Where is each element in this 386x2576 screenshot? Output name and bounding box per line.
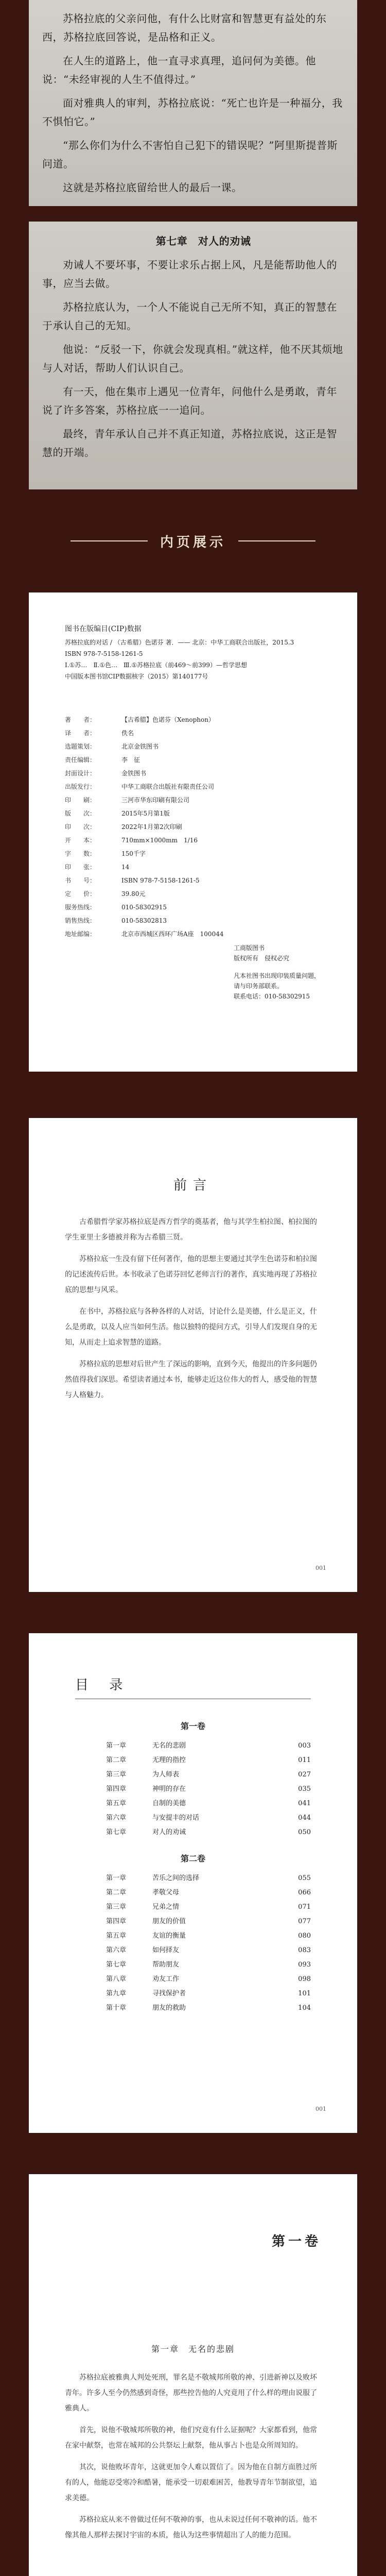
cip-key: 封面设计：: [65, 770, 96, 777]
toc-entry: 第四章 神明的存在 035: [106, 1785, 311, 1793]
volume-title: 第一卷: [271, 2234, 321, 2249]
chapter-title: 第七章 对人的劝诫: [155, 235, 251, 247]
side-line: 联系电话：010-58302915: [234, 993, 310, 1000]
copyright-page: [29, 592, 357, 1072]
cip-grid: [65, 713, 321, 941]
chapter-paragraph: 其次，说他败坏青年，这就更加令人难以置信了。因为他在自制方面胜过所有的人，他能忍受寒冷和酷暑，能承受一切艰难困苦，他教导青年节制欲望，追求美德。: [65, 2463, 317, 2502]
toc-entry: 第一章 无名的悲剧 003: [106, 1742, 311, 1750]
cip-row: [65, 887, 321, 901]
chapter-page: [29, 2174, 357, 2576]
cip-row: [65, 807, 321, 820]
cip-key: 版 次：: [65, 810, 96, 817]
photo-paragraph: 在人生的道路上，他一直寻求真理，追问何为美德。他说：“未经审视的人生不值得过。”: [42, 55, 316, 86]
cip-key: 选题策划：: [65, 743, 96, 750]
cip-value: 39.80元: [121, 890, 146, 897]
toc-volume-heading: 第二卷: [180, 1854, 205, 1863]
cip-row: [65, 834, 321, 847]
cip-side-notice: [234, 943, 321, 1002]
cip-line: ISBN 978-7-5158-1261-5: [65, 650, 143, 657]
chapter-paragraph: 苏格拉底被雅典人判处死刑，罪名是不敬城邦所敬的神、引进新神以及败坏青年。许多人至今仍然感到奇怪，那些控告他的人究竟用了什么样的理由说服了雅典人。: [65, 2374, 317, 2413]
cip-key: 印 刷：: [65, 796, 96, 804]
photo-paragraph: 苏格拉底认为，一个人不能说自己无所不知，真正的智慧在于承认自己的无知。: [42, 301, 337, 332]
toc-entry: 第七章 帮助朋友 093: [106, 1961, 311, 1969]
photo-paragraph: 这就是苏格拉底留给世人的最后一课。: [63, 181, 242, 194]
cip-value: 北京市西城区西环广场A座 100044: [121, 930, 224, 938]
cip-row: [65, 713, 321, 726]
photo-paragraph: 面对雅典人的审判，苏格拉底说：“死亡也许是一种福分，我不惧怕它。”: [42, 97, 343, 128]
toc-entry: 第二章 无理的指控 011: [106, 1756, 311, 1764]
photo-paragraph: “那么你们为什么不害怕自己犯下的错误呢？”阿里斯提普斯问道。: [42, 139, 338, 170]
toc-entry: 第四章 朋友的价值 077: [106, 1918, 311, 1925]
side-line: 凡本社图书出现印装质量问题，: [234, 972, 321, 979]
preface-paragraph: 古希腊哲学家苏格拉底是西方哲学的奠基者，他与其学生柏拉图、柏拉图的学生亚里士多德被并称为古希腊三贤。: [65, 1218, 317, 1242]
preface-title: 前言: [173, 1178, 213, 1193]
photo-paragraph: 他说：“反驳一下，你就会发现真相。”就这样，他不厌其烦地与人对话，帮助人们认识自己。: [42, 343, 343, 374]
cip-key: 著 者：: [65, 716, 96, 723]
cip-key: 开 本：: [65, 837, 96, 844]
page-photo-top: [29, 0, 357, 206]
cip-key: 责任编辑：: [65, 756, 96, 764]
toc-entry: 第五章 友谊的衡量 080: [106, 1932, 311, 1940]
cip-key: 字 数：: [65, 850, 96, 857]
cip-row: [65, 901, 321, 914]
cip-value: 010-58302813: [121, 917, 167, 924]
photo-paragraph: 最终，青年承认自己并不真正知道，苏格拉底说，这正是智慧的开端。: [42, 428, 337, 459]
toc-title: 目 录: [75, 1677, 131, 1693]
cip-key: 印 次：: [65, 823, 96, 831]
cip-title: 图书在版编目(CIP)数据: [65, 625, 142, 633]
cip-row: [65, 780, 321, 793]
toc-entry: 第八章 劝友工作 098: [106, 1975, 311, 1983]
page-number: 001: [315, 1565, 326, 1571]
side-line: 工商版图书: [234, 944, 265, 952]
cip-line: Ⅰ.①苏… Ⅱ.①色… Ⅲ.①苏格拉底（前469～前399）—哲学思想: [65, 662, 247, 669]
chapter-paragraph: 苏格拉底从来不曾做过任何不敬神的事，也从未说过任何不敬神的话。他不像其他人那样去探讨宇宙的本质，他认为这些事情超出了人的能力范围。: [65, 2516, 317, 2539]
cip-row: [65, 740, 321, 753]
cip-value: 中华工商联合出版社有限责任公司: [121, 783, 215, 790]
cip-value: 佚名: [121, 730, 134, 737]
cip-key: 出版发行：: [65, 783, 96, 790]
photo-paragraph: 劝诫人不要坏事，不要让求乐占据上风，凡是能帮助他人的事，应当去做。: [42, 259, 337, 290]
cip-key: 销售热线：: [65, 917, 96, 924]
section-banner: [0, 520, 386, 562]
preface-paragraph: 苏格拉底的思想对后世产生了深远的影响，直到今天，他提出的许多问题仍然值得我们深思。希望读者通过本书，能够走近这位伟大的哲人，感受他的智慧与人格魅力。: [65, 1360, 317, 1399]
toc-entry: 第一章 苦乐之间的选择 055: [106, 1874, 311, 1882]
toc-entry: 第六章 与安提丰的对话 044: [106, 1814, 311, 1822]
cip-value: 150千字: [121, 850, 146, 857]
cip-key: 地址邮编：: [65, 930, 96, 938]
toc-entry: 第九章 寻找保护者 101: [106, 1990, 311, 1997]
side-line: 版权所有 侵权必究: [234, 955, 290, 962]
banner-line-right: [238, 540, 315, 541]
cip-value: ISBN 978-7-5158-1261-5: [121, 877, 200, 884]
toc-entry: 第二章 孝敬父母 066: [106, 1889, 311, 1896]
page-number: 001: [315, 2106, 326, 2112]
cip-key: 服务热线：: [65, 904, 96, 911]
cip-row: [65, 860, 321, 874]
preface-paragraph: 苏格拉底一生没有留下任何著作，他的思想主要通过其学生色诺芬和柏拉图的记述流传后世。本书收录了色诺芬回忆老师言行的著作，真实地再现了苏格拉底的思想与风采。: [65, 1255, 317, 1294]
chapter-paragraph: 首先，说他不敬城邦所敬的神，他们究竟有什么证据呢？大家都看到，他常在家中献祭，也常在城邦的公共祭坛上献祭，他从事占卜也是众所周知的。: [65, 2426, 317, 2450]
chapter-heading: 第一章 无名的悲剧: [151, 2344, 235, 2354]
cip-value: 2022年1月第2次印刷: [121, 823, 182, 831]
cip-value: 2015年5月第1版: [121, 810, 170, 817]
cip-line: 中国版本图书馆CIP数据核字（2015）第140177号: [65, 673, 208, 680]
toc-entry: 第六章 如何择友 083: [106, 1946, 311, 1954]
cip-row: [65, 767, 321, 780]
cip-value: 李 征: [121, 756, 141, 764]
cip-key: 印 张：: [65, 863, 96, 871]
side-line: 请与印务部联系。: [234, 982, 284, 990]
toc-entry: 第五章 自制的美德 041: [106, 1800, 311, 1807]
cip-row: [65, 820, 321, 834]
cip-value: 710mm×1000mm 1/16: [121, 837, 198, 844]
toc-entry: 第三章 兄弟之情 071: [106, 1903, 311, 1911]
cip-row: [65, 753, 321, 767]
cip-value: 010-58302915: [121, 904, 167, 911]
cip-key: 译 者：: [65, 730, 96, 737]
cip-value: 【古希腊】色诺芬（Xenophon）: [121, 716, 215, 723]
toc-volume-heading: 第一卷: [180, 1721, 205, 1731]
toc-entry: 第三章 为人师表 027: [106, 1771, 311, 1778]
cip-row: [65, 793, 321, 807]
cip-key: 书 号：: [65, 877, 96, 884]
photo-paragraph: 苏格拉底的父亲问他，有什么比财富和智慧更有益处的东西，苏格拉底回答说，是品格和正义。: [42, 12, 327, 43]
photo-paragraph: 有一天，他在集市上遇见一位青年，问他什么是勇敢，青年说了许多答案，苏格拉底一一追问。: [42, 385, 337, 416]
banner-title: 内页展示: [160, 534, 226, 550]
cip-row: [65, 927, 321, 941]
cip-row: [65, 847, 321, 860]
page-photo-chapter: [29, 222, 357, 489]
cip-value: 三河市华东印刷有限公司: [121, 796, 190, 804]
cip-key: 定 价：: [65, 890, 96, 897]
banner-line-left: [71, 540, 148, 541]
toc-page: [29, 1633, 357, 2133]
cip-row: [65, 914, 321, 927]
preface-page: [29, 1118, 357, 1592]
cip-value: 金铁图书: [121, 770, 147, 777]
cip-value: 14: [121, 863, 130, 871]
cip-row: [65, 726, 321, 740]
toc-entry: 第十章 朋友的救助 104: [106, 2004, 311, 2012]
toc-entry: 第七章 对人的劝诫 050: [106, 1828, 311, 1836]
preface-paragraph: 在书中，苏格拉底与各种各样的人对话，讨论什么是美德，什么是正义，什么是勇敢，以及人应当如何生活。他以独特的提问方式，引导人们发现自身的无知，从而走上追求智慧的道路。: [65, 1308, 317, 1347]
cip-line: 苏格拉底的对话 / （古希腊）色诺芬 著．—— 北京：中华工商联合出版社，2015.3: [65, 639, 294, 646]
cip-value: 北京金铁图书: [121, 743, 159, 750]
cip-row: [65, 874, 321, 887]
